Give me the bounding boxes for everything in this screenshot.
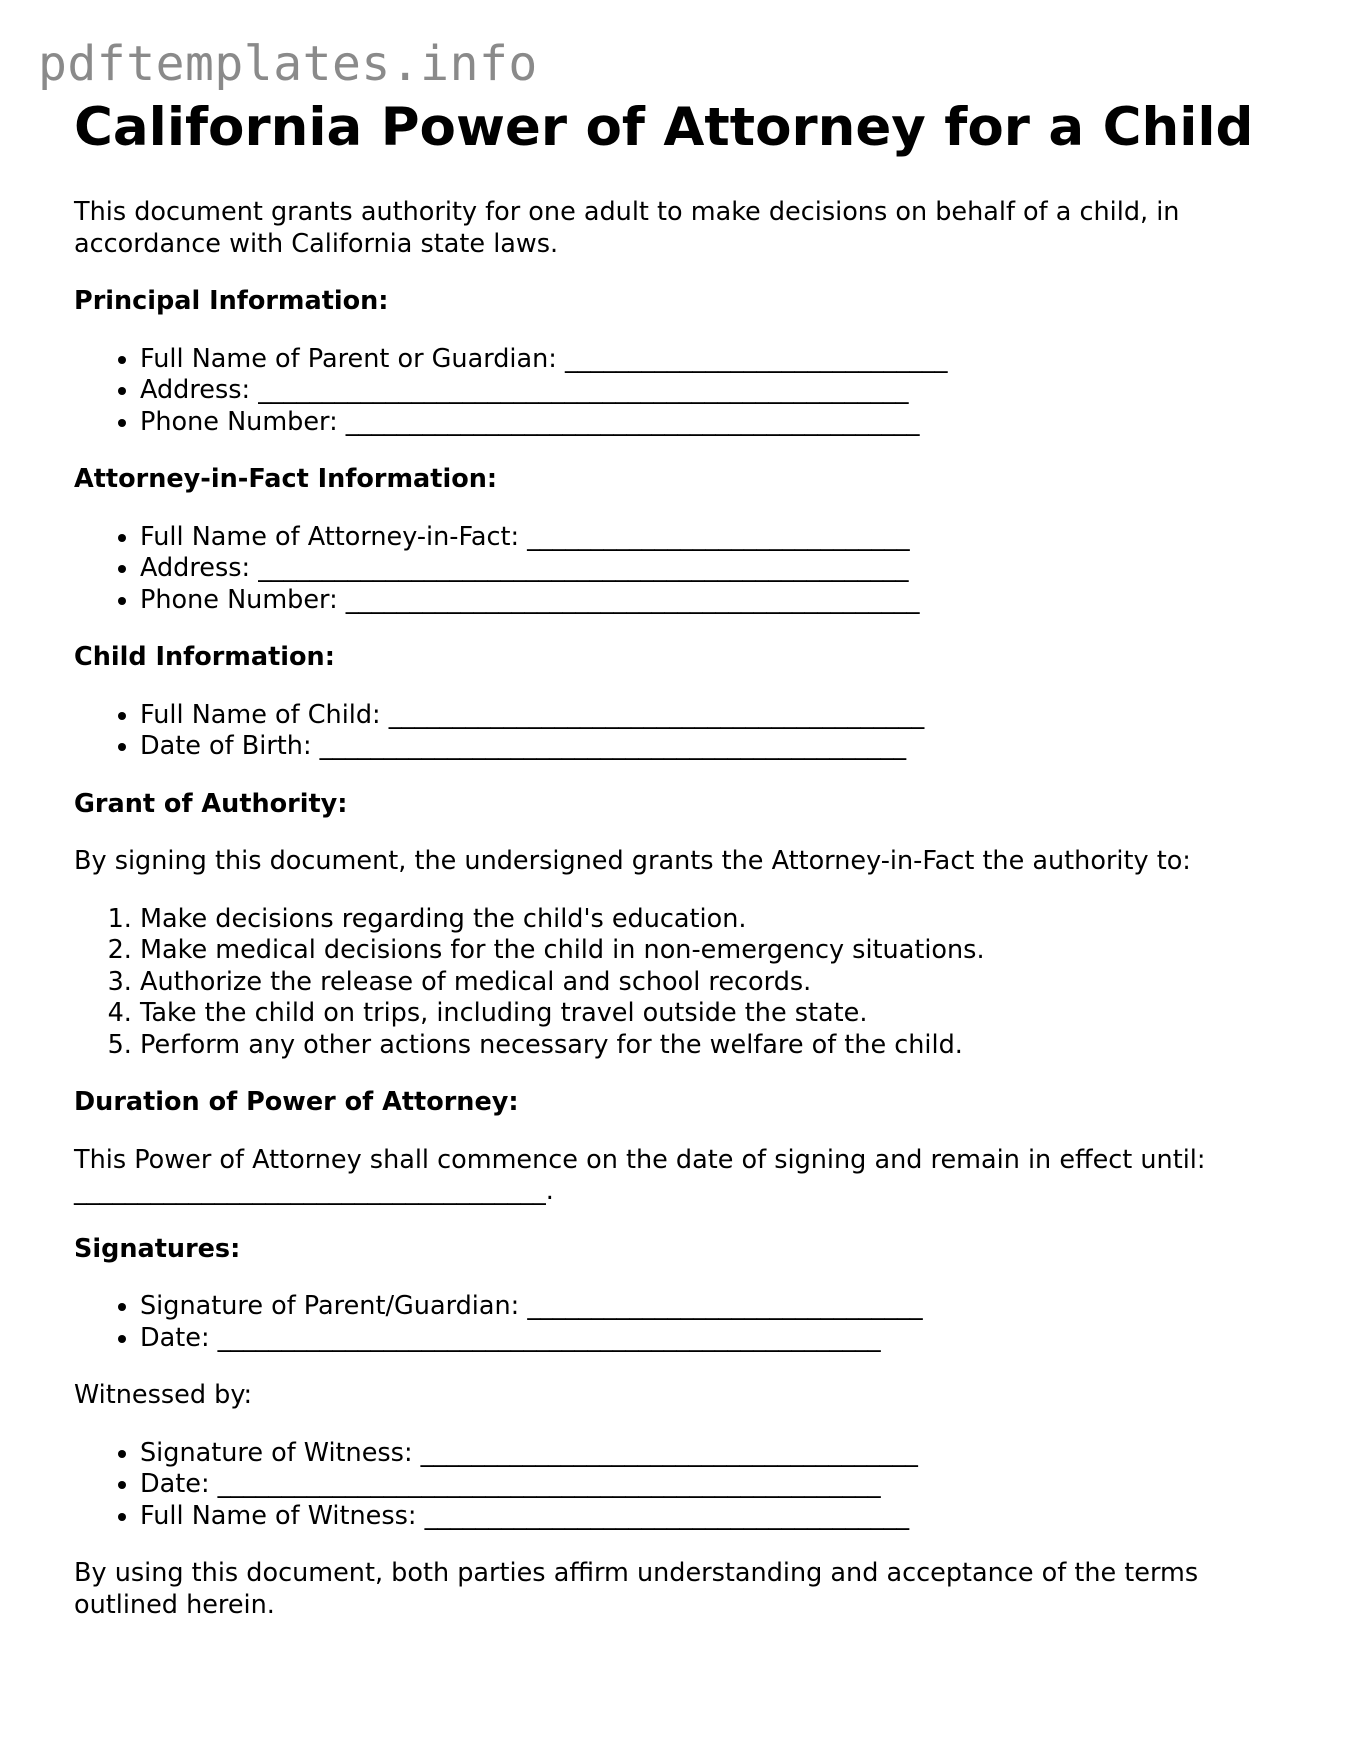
principal-phone-field: • Phone Number: _____________________________________________ [140, 407, 1284, 439]
intro-paragraph: This document grants authority for one adult to make decisions on behalf of a child, in accordance with California state laws. [74, 197, 1180, 259]
attorney-address-field: • Address: ___________________________________________________ [140, 553, 1284, 585]
grant-intro: By signing this document, the undersigned grants the Attorney-in-Fact the authority to: [74, 846, 1191, 876]
child-dob-field: • Date of Birth: ______________________________________________ [140, 731, 1284, 763]
document-page [74, 96, 1284, 1621]
principal-heading: Principal Information: [74, 286, 389, 316]
principal-name-field: • Full Name of Parent or Guardian: ______________________________ [140, 344, 1284, 376]
child-fields [74, 700, 1284, 763]
signatures-heading: Signatures: [74, 1233, 241, 1264]
witness-fields [74, 1438, 1284, 1533]
principal-address-field: • Address: ___________________________________________________ [140, 375, 1284, 407]
page-title: California Power of Attorney for a Child [74, 97, 1254, 158]
attorney-fields [74, 522, 1284, 617]
witness-name-field: • Full Name of Witness: ______________________________________ [140, 1501, 1284, 1533]
grant-heading: Grant of Authority: [74, 788, 348, 819]
grant-list [74, 904, 1284, 1062]
witness-date-field: • Date: ____________________________________________________ [140, 1469, 1284, 1501]
parent-date-field: • Date: ____________________________________________________ [140, 1323, 1284, 1355]
watermark: pdftemplates.info [38, 36, 538, 92]
parent-signature-field: • Signature of Parent/Guardian: _______________________________ [140, 1291, 1284, 1323]
principal-fields [74, 344, 1284, 439]
grant-item: 2. Make medical decisions for the child in non-emergency situations. [140, 935, 1284, 967]
child-heading: Child Information: [74, 642, 335, 672]
witness-signature-field: • Signature of Witness: _______________________________________ [140, 1438, 1284, 1470]
witnessed-label: Witnessed by: [74, 1380, 253, 1410]
grant-item: 5. Perform any other actions necessary for the welfare of the child. [140, 1030, 1284, 1062]
attorney-name-field: • Full Name of Attorney-in-Fact: ______________________________ [140, 522, 1284, 554]
duration-heading: Duration of Power of Attorney: [74, 1087, 519, 1117]
duration-text: This Power of Attorney shall commence on the date of signing and remain in effect until: _____________________________________. [74, 1144, 1206, 1206]
grant-item: 3. Authorize the release of medical and school records. [140, 967, 1284, 999]
signature-fields [74, 1291, 1284, 1354]
child-name-field: • Full Name of Child: __________________________________________ [140, 700, 1284, 732]
attorney-heading: Attorney-in-Fact Information: [74, 464, 498, 494]
grant-item: 1. Make decisions regarding the child's education. [140, 904, 1284, 936]
grant-item: 4. Take the child on trips, including travel outside the state. [140, 998, 1284, 1030]
attorney-phone-field: • Phone Number: _____________________________________________ [140, 585, 1284, 617]
closing-paragraph: By using this document, both parties affirm understanding and acceptance of the terms outlined herein. [74, 1558, 1199, 1620]
